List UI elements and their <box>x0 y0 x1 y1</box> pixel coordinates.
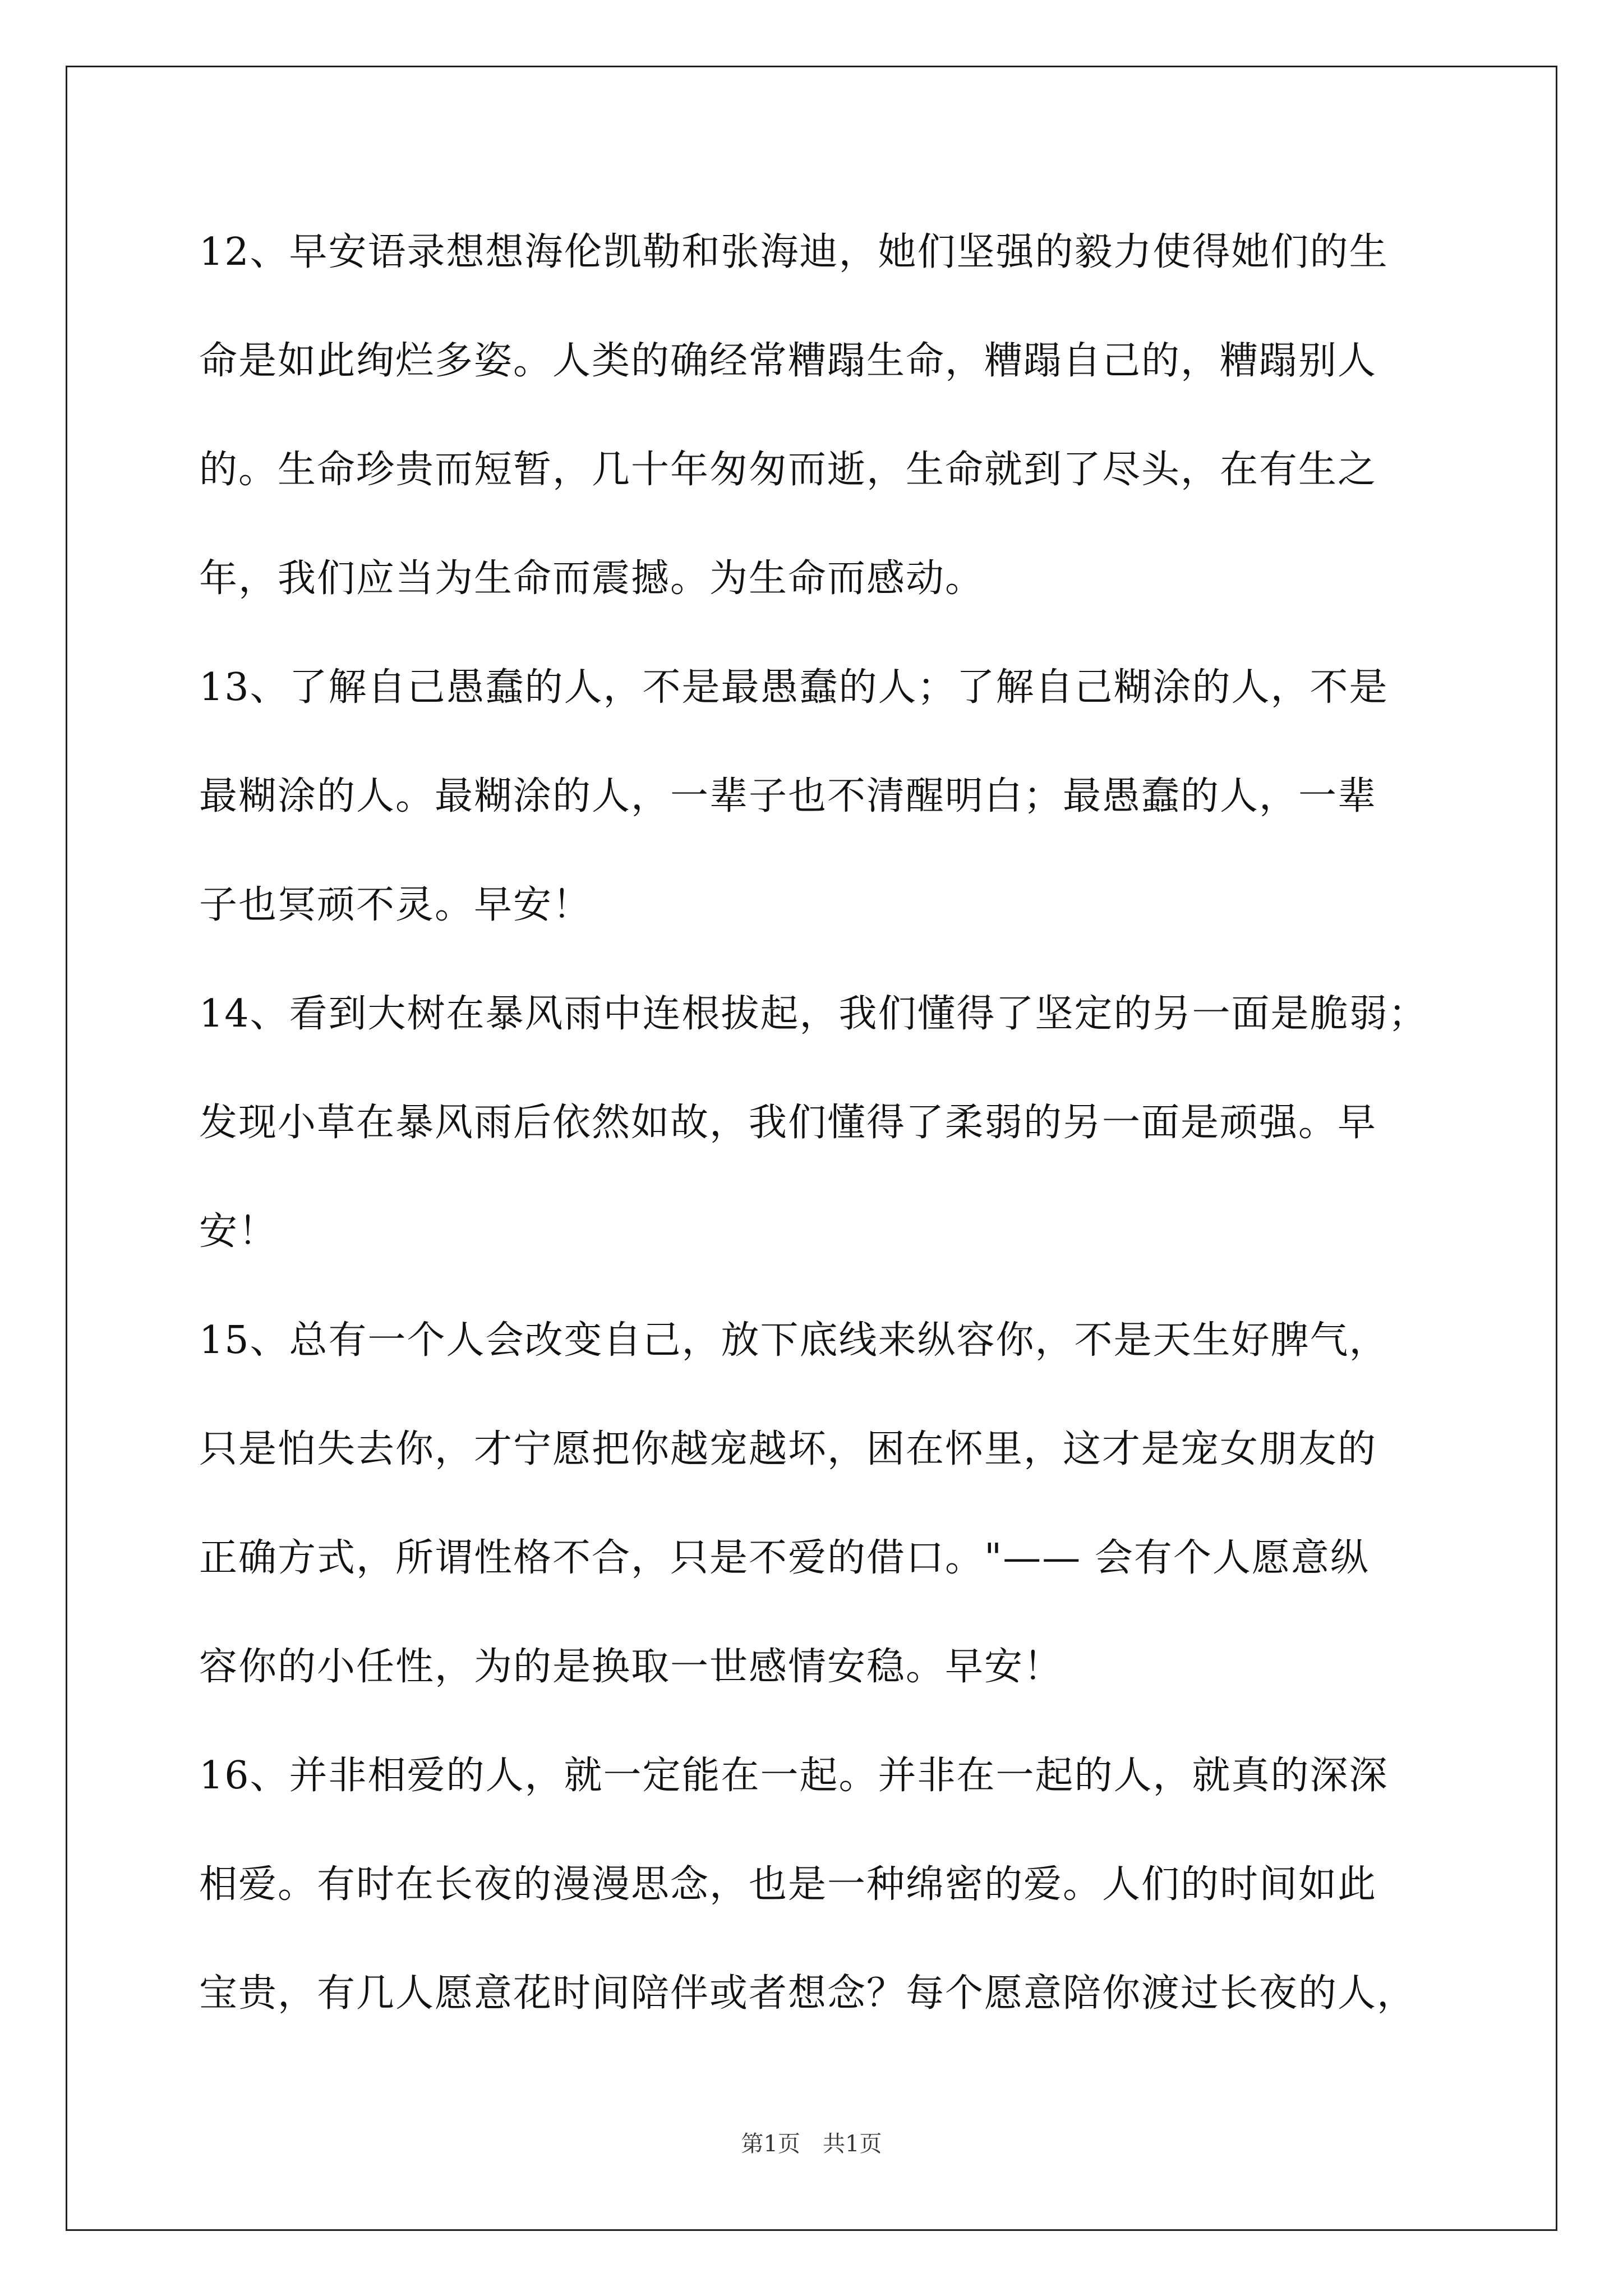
text-line: 的。生命珍贵而短暂，几十年匆匆而逝，生命就到了尽头，在有生之 <box>199 448 1377 492</box>
document-body <box>199 219 1433 2069</box>
text-line: 命是如此绚烂多姿。人类的确经常糟蹋生命，糟蹋自己的，糟蹋别人 <box>199 339 1377 383</box>
text-line: 13、了解自己愚蠢的人，不是最愚蠢的人；了解自己糊涂的人，不是 <box>199 665 1389 710</box>
text-line: 容你的小任性，为的是换取一世感情安稳。早安！ <box>199 1645 1063 1689</box>
text-line: 只是怕失去你，才宁愿把你越宠越坏，困在怀里，这才是宠女朋友的 <box>199 1427 1377 1471</box>
text-line: 15、总有一个人会改变自己，放下底线来纵容你，不是天生好脾气， <box>199 1318 1389 1363</box>
text-line: 相爱。有时在长夜的漫漫思念，也是一种绵密的爱。人们的时间如此 <box>199 1862 1377 1907</box>
text-line: 12、早安语录想想海伦凯勒和张海迪，她们坚强的毅力使得她们的生 <box>199 230 1389 274</box>
text-line: 宝贵，有几人愿意花时间陪伴或者想念？每个愿意陪你渡过长夜的人， <box>199 1971 1417 2016</box>
text-line: 14、看到大树在暴风雨中连根拔起，我们懂得了坚定的另一面是脆弱； <box>199 992 1428 1036</box>
text-line: 最糊涂的人。最糊涂的人，一辈子也不清醒明白；最愚蠢的人，一辈 <box>199 774 1377 818</box>
text-line: 发现小草在暴风雨后依然如故，我们懂得了柔弱的另一面是顽强。早 <box>199 1101 1377 1145</box>
text-line: 子也冥顽不灵。早安！ <box>199 883 592 927</box>
text-line: 年，我们应当为生命而震撼。为生命而感动。 <box>199 556 985 601</box>
text-line: 16、并非相爱的人，就一定能在一起。并非在一起的人，就真的深深 <box>199 1754 1389 1798</box>
text-line: 安！ <box>199 1209 278 1254</box>
text-line: 正确方式，所谓性格不合，只是不爱的借口。"—— 会有个人愿意纵 <box>199 1536 1370 1580</box>
page-footer: 第1页 共1页 <box>741 2131 882 2157</box>
